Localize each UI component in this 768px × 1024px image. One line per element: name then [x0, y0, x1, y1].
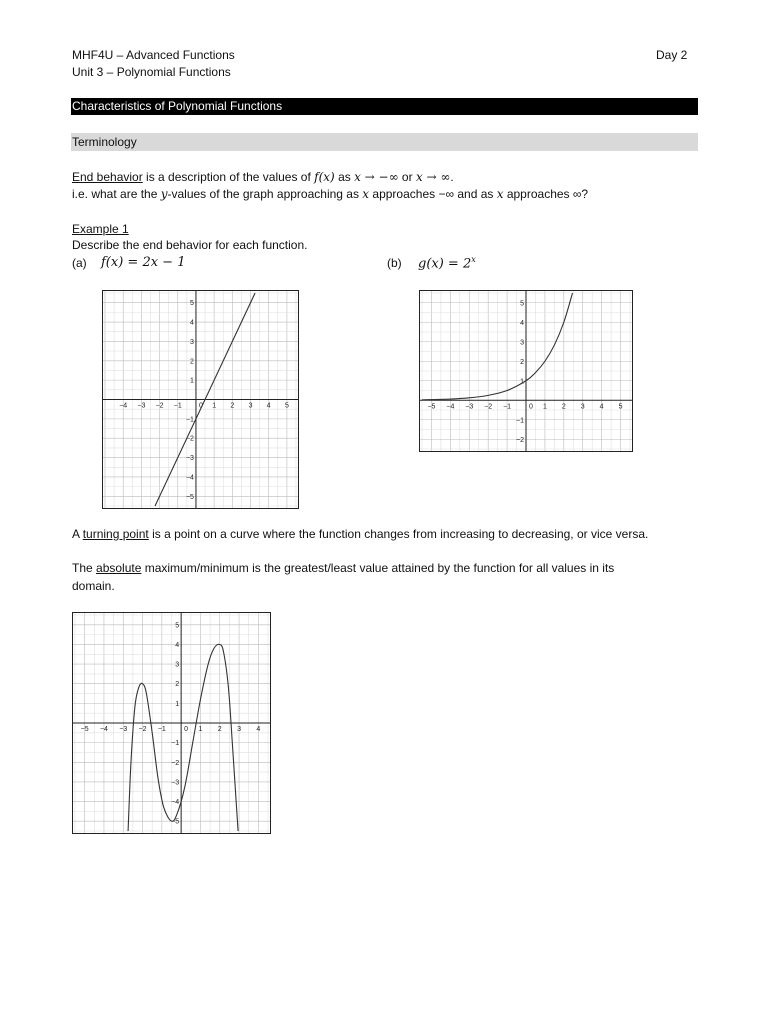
subsection-title: Terminology: [72, 135, 137, 149]
example-title: Example 1: [72, 222, 129, 236]
x-tick-label: 3: [237, 726, 242, 733]
y-tick-label: −4: [185, 474, 194, 482]
day-label: Day 2: [656, 48, 688, 62]
x-math-2: x: [496, 187, 504, 201]
y-tick-label: −2: [171, 759, 180, 767]
unit-title: Unit 3 – Polynomial Functions: [72, 65, 231, 79]
x-tick-label: −1: [503, 403, 512, 411]
x-tick-label: −2: [138, 726, 147, 733]
y-tick-label: −3: [171, 779, 180, 787]
y-tick-label: 3: [190, 338, 194, 346]
graph-exponential-svg: [420, 291, 632, 451]
y-tick-label: −1: [185, 416, 194, 424]
y-tick-label: 5: [175, 622, 180, 630]
x-tick-label: 3: [248, 402, 253, 410]
y-tick-label: 1: [520, 378, 524, 386]
definition-text: is a description of the values of: [142, 170, 315, 184]
part-b-label: (b): [387, 256, 402, 270]
y-tick-label: −5: [185, 493, 194, 501]
y-tick-label: −4: [171, 799, 180, 807]
period-text: .: [450, 170, 454, 184]
as-text: as: [334, 170, 355, 184]
part-a-label: (a): [72, 256, 87, 270]
y-tick-label: −1: [171, 740, 180, 748]
tp-prefix: A: [72, 527, 83, 541]
x-tick-label: 1: [542, 403, 547, 411]
x-tick-label: −4: [119, 402, 128, 410]
ie-prefix: i.e. what are the: [72, 187, 161, 201]
y-tick-label: 2: [520, 358, 524, 366]
x-tick-label: 2: [230, 402, 235, 410]
part-b-function-exponent: x: [471, 255, 476, 264]
example-instruction: Describe the end behavior for each function.: [72, 238, 308, 252]
absolute-definition-line1: [72, 561, 614, 575]
x-tick-label: 1: [212, 402, 217, 410]
y-tick-label: 4: [175, 641, 180, 649]
x-tick-label: 5: [284, 402, 289, 410]
absolute-term: absolute: [96, 561, 142, 575]
x-tick-label: 1: [198, 726, 203, 733]
ie-end: approaches ∞?: [503, 187, 589, 201]
y-tick-label: 2: [190, 358, 194, 366]
y-tick-label: 5: [190, 300, 194, 308]
end-behavior-term: End behavior: [72, 170, 143, 184]
x-tick-label: −3: [119, 726, 128, 733]
fx-math: f(x): [314, 170, 335, 184]
graph-linear: [102, 290, 299, 509]
x-tick-label: −5: [80, 726, 89, 733]
part-b-function: [418, 255, 476, 271]
y-tick-label: −2: [516, 436, 524, 444]
x-tick-label: −2: [484, 403, 493, 411]
x-tick-label: 0: [529, 403, 533, 411]
y-math: y: [160, 187, 168, 201]
part-a-function: f(x) = 2x − 1: [101, 255, 186, 270]
x-tick-label: 2: [217, 726, 222, 733]
section-title: Characteristics of Polynomial Functions: [72, 99, 283, 113]
y-tick-label: 2: [175, 681, 180, 689]
graph-exponential: [419, 290, 633, 452]
subsection-title-bar: [71, 133, 698, 151]
y-tick-label: −3: [185, 455, 194, 463]
x-tick-label: 5: [618, 403, 623, 411]
y-tick-label: 4: [190, 319, 194, 327]
function-curve: [128, 641, 238, 831]
x-tick-label: −5: [427, 403, 436, 411]
abs-rest1: maximum/minimum is the greatest/least value attained by the function for all values in its: [141, 561, 615, 575]
end-behavior-explanation: [72, 187, 588, 201]
y-tick-label: 1: [190, 377, 194, 385]
x-tick-label: −3: [465, 403, 474, 411]
abs-prefix: The: [72, 561, 97, 575]
graph-polynomial-svg: [73, 613, 270, 833]
x-tick-label: 2: [561, 403, 566, 411]
x-tick-label: −4: [446, 403, 455, 411]
x-tick-label: 0: [198, 402, 203, 410]
ie-mid2: approaches −∞ and as: [369, 187, 497, 201]
x-tick-label: 0: [184, 726, 189, 733]
or-text: or: [398, 170, 416, 184]
absolute-definition-line2: domain.: [72, 579, 115, 593]
x-pos-inf-math: x → ∞: [415, 170, 451, 184]
turning-point-definition: [72, 527, 648, 541]
x-tick-label: −3: [137, 402, 146, 410]
x-tick-label: 4: [599, 403, 604, 411]
y-tick-label: 5: [520, 300, 524, 308]
graph-polynomial: [72, 612, 271, 834]
y-tick-label: 4: [520, 319, 524, 327]
x-neg-inf-math: x → −∞: [354, 170, 399, 184]
x-tick-label: −2: [155, 402, 164, 410]
x-tick-label: 4: [256, 726, 261, 733]
end-behavior-definition: [72, 170, 454, 184]
tp-rest: is a point on a curve where the function changes from increasing to decreasing, or vice versa.: [148, 527, 649, 541]
y-tick-label: 1: [175, 700, 180, 708]
x-tick-label: −1: [173, 402, 182, 410]
y-tick-label: −2: [185, 435, 194, 443]
course-title: MHF4U – Advanced Functions: [72, 48, 235, 62]
section-title-bar: [71, 98, 698, 115]
x-tick-label: −4: [99, 726, 108, 733]
x-tick-label: 3: [580, 403, 585, 411]
y-tick-label: 3: [175, 661, 180, 669]
y-tick-label: −1: [516, 417, 524, 425]
graph-linear-svg: [103, 291, 298, 508]
part-b-function-base: g(x) = 2: [418, 256, 472, 272]
ie-mid: -values of the graph approaching as: [167, 187, 363, 201]
y-tick-label: −5: [171, 818, 180, 826]
function-curve: [422, 293, 573, 400]
x-tick-label: −1: [157, 726, 166, 733]
x-tick-label: 4: [266, 402, 271, 410]
turning-point-term: turning point: [82, 527, 149, 541]
x-math: x: [362, 187, 370, 201]
y-tick-label: 3: [520, 339, 524, 347]
